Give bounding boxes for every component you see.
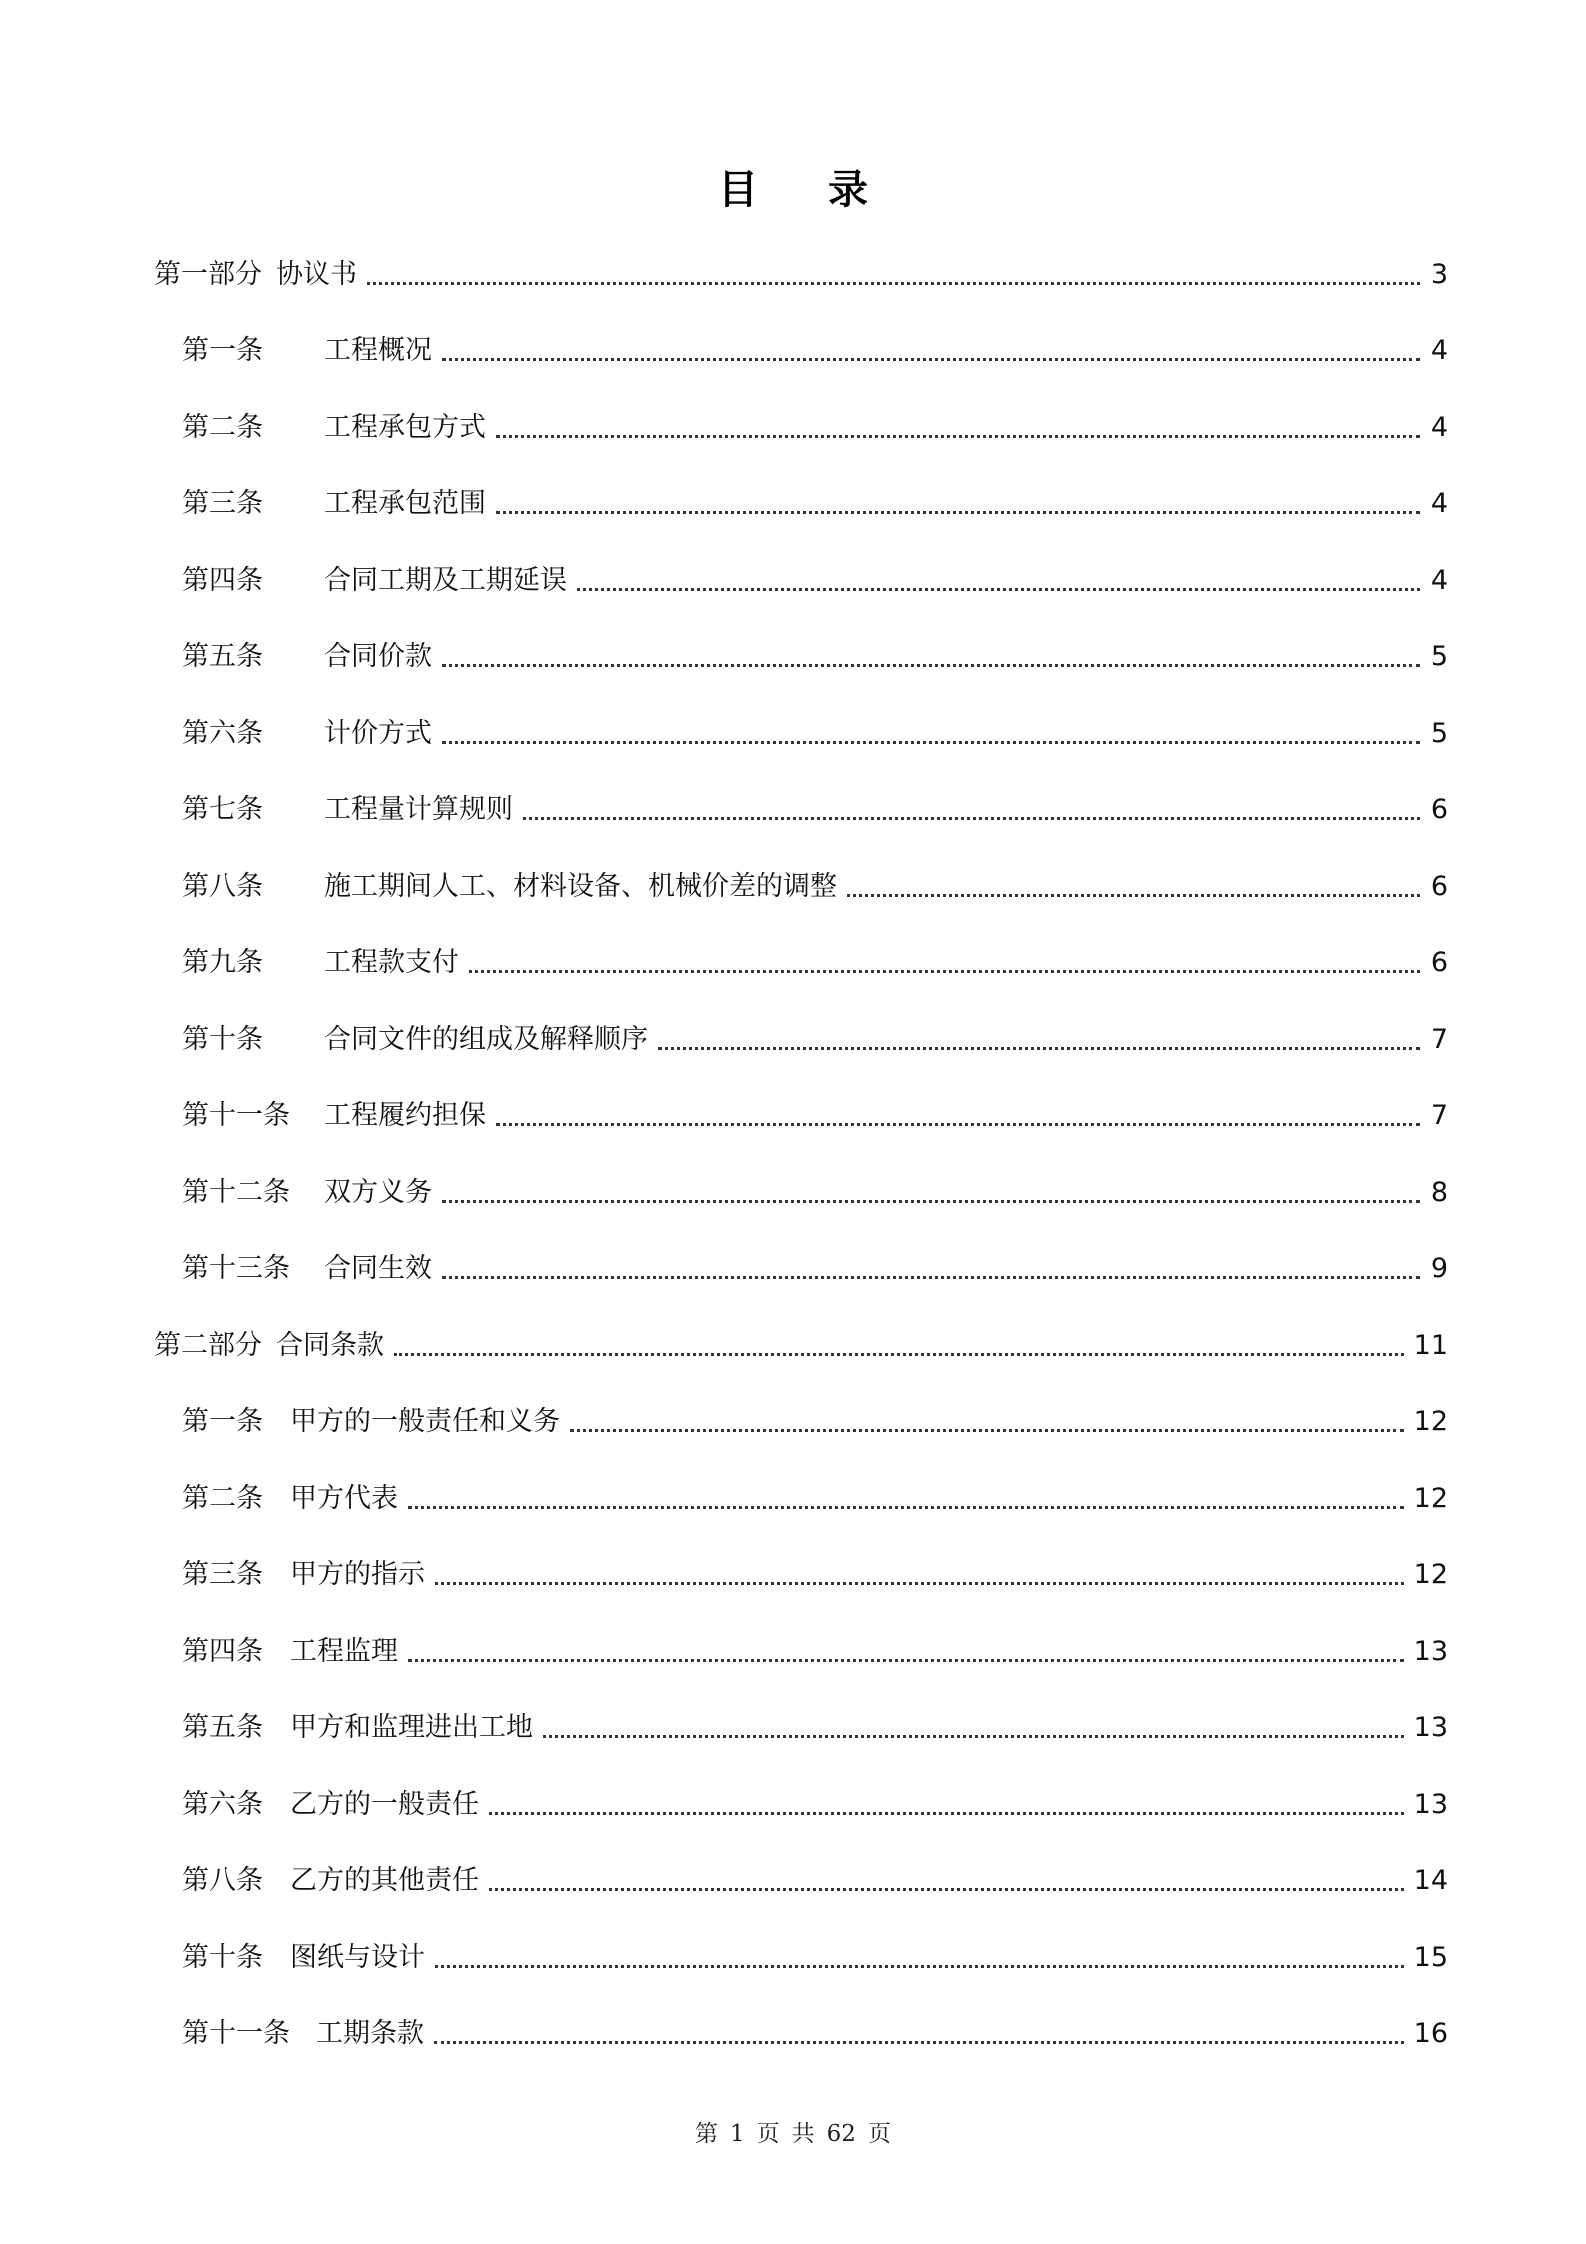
toc-entry[interactable] (154, 1078, 1448, 1155)
toc-entry-page: 6 (1430, 794, 1448, 826)
footer-page-prefix: 第 (695, 2121, 719, 2147)
toc-entry-number: 第十三条 (182, 1253, 290, 1285)
toc-leader-dots (577, 588, 1420, 591)
toc-leader-dots (408, 1506, 1404, 1509)
toc-entry-page: 12 (1413, 1482, 1448, 1514)
toc-entry-number: 第三条 (182, 488, 263, 520)
toc-entry-number: 第二条 (182, 1482, 263, 1514)
toc-entry-part-2[interactable] (154, 1307, 1448, 1384)
toc-entry[interactable] (154, 1231, 1448, 1308)
toc-entry-number: 第八条 (182, 1865, 263, 1897)
toc-entry-number: 第五条 (182, 641, 263, 673)
toc-leader-dots (570, 1429, 1404, 1432)
toc-entry-title: 合同工期及工期延误 (324, 564, 567, 596)
toc-entry-number: 第八条 (182, 870, 263, 902)
toc-entry-part-1[interactable] (154, 236, 1448, 313)
toc-entry[interactable] (154, 619, 1448, 696)
toc-leader-dots (847, 894, 1420, 897)
toc-entry-number: 第十二条 (182, 1176, 290, 1208)
toc-entry-page: 13 (1413, 1788, 1448, 1820)
toc-leader-dots (435, 1582, 1404, 1585)
toc-entry-title: 施工期间人工、材料设备、机械价差的调整 (324, 870, 837, 902)
toc-entry-title: 合同条款 (276, 1329, 384, 1361)
toc-entry-title: 工期条款 (316, 2018, 424, 2050)
toc-entry-page: 4 (1430, 335, 1448, 367)
toc-entry-page: 5 (1430, 717, 1448, 749)
toc-entry-page: 3 (1430, 258, 1448, 290)
toc-entry[interactable] (154, 772, 1448, 849)
toc-leader-dots (469, 970, 1420, 973)
toc-entry-number: 第三条 (182, 1559, 263, 1591)
toc-entry-number: 第一条 (182, 335, 263, 367)
toc-entry[interactable] (154, 389, 1448, 466)
toc-leader-dots (489, 1888, 1404, 1891)
toc-entry-page: 13 (1413, 1712, 1448, 1744)
toc-leader-dots (496, 1123, 1420, 1126)
toc-entry-page: 14 (1413, 1865, 1448, 1897)
toc-entry-title: 甲方的指示 (290, 1559, 425, 1591)
toc-entry-title: 双方义务 (324, 1176, 432, 1208)
toc-entry-title: 工程量计算规则 (324, 794, 513, 826)
toc-entry[interactable] (154, 1996, 1448, 2073)
toc-leader-dots (489, 1812, 1404, 1815)
toc-leader-dots (442, 664, 1420, 667)
toc-entry[interactable] (154, 848, 1448, 925)
toc-leader-dots (394, 1353, 1404, 1356)
toc-leader-dots (442, 1200, 1420, 1203)
toc-entry-title: 甲方的一般责任和义务 (290, 1406, 560, 1438)
toc-entry-page: 9 (1430, 1253, 1448, 1285)
footer-total-prefix: 共 (791, 2121, 815, 2147)
toc-entry-page: 5 (1430, 641, 1448, 673)
toc-leader-dots (658, 1047, 1420, 1050)
table-of-contents (154, 236, 1448, 2072)
toc-entry-title: 合同价款 (324, 641, 432, 673)
toc-entry-number: 第一条 (182, 1406, 263, 1438)
toc-entry-number: 第二部分 (154, 1329, 262, 1361)
toc-entry-page: 12 (1413, 1559, 1448, 1591)
toc-entry-title: 计价方式 (324, 717, 432, 749)
toc-entry-number: 第六条 (182, 1788, 263, 1820)
toc-entry-page: 4 (1430, 411, 1448, 443)
toc-entry-page: 12 (1413, 1406, 1448, 1438)
toc-leader-dots (496, 511, 1420, 514)
toc-entry[interactable] (154, 1843, 1448, 1920)
toc-entry-page: 15 (1413, 1941, 1448, 1973)
toc-leader-dots (496, 435, 1420, 438)
toc-leader-dots (523, 817, 1420, 820)
toc-leader-dots (543, 1735, 1404, 1738)
page-footer (0, 2115, 1586, 2148)
toc-leader-dots (408, 1659, 1404, 1662)
toc-entry[interactable] (154, 925, 1448, 1002)
toc-entry-title: 乙方的其他责任 (290, 1865, 479, 1897)
page-title: 目 录 (718, 167, 896, 213)
toc-entry-number: 第十一条 (182, 2018, 290, 2050)
toc-entry-page: 8 (1430, 1176, 1448, 1208)
toc-entry-number: 第六条 (182, 717, 263, 749)
toc-entry-title: 合同生效 (324, 1253, 432, 1285)
toc-entry-number: 第二条 (182, 411, 263, 443)
toc-leader-dots (442, 1276, 1420, 1279)
toc-leader-dots (435, 1965, 1404, 1968)
toc-entry[interactable] (154, 1460, 1448, 1537)
toc-entry-page: 7 (1430, 1100, 1448, 1132)
toc-entry[interactable] (154, 1001, 1448, 1078)
toc-entry-title: 工程监理 (290, 1635, 398, 1667)
toc-entry-page: 7 (1430, 1023, 1448, 1055)
footer-total-pages: 62 (826, 2121, 856, 2147)
toc-entry-title: 图纸与设计 (290, 1941, 425, 1973)
toc-leader-dots (434, 2041, 1404, 2044)
toc-entry-title: 协议书 (276, 258, 357, 290)
toc-entry[interactable] (154, 1384, 1448, 1461)
toc-entry-number: 第十一条 (182, 1100, 290, 1132)
toc-entry-page: 6 (1430, 947, 1448, 979)
toc-entry[interactable] (154, 313, 1448, 390)
toc-entry-title: 甲方代表 (290, 1482, 398, 1514)
toc-entry-number: 第九条 (182, 947, 263, 979)
toc-entry[interactable] (154, 1690, 1448, 1767)
toc-entry-number: 第十条 (182, 1023, 263, 1055)
footer-page-suffix: 页 (756, 2121, 780, 2147)
toc-entry-title: 工程履约担保 (324, 1100, 486, 1132)
toc-entry-page: 4 (1430, 488, 1448, 520)
toc-entry[interactable] (154, 1613, 1448, 1690)
toc-entry[interactable] (154, 1154, 1448, 1231)
toc-entry[interactable] (154, 542, 1448, 619)
toc-entry-title: 合同文件的组成及解释顺序 (324, 1023, 648, 1055)
toc-entry-number: 第七条 (182, 794, 263, 826)
toc-entry-page: 16 (1413, 2018, 1448, 2050)
toc-entry[interactable] (154, 466, 1448, 543)
toc-entry[interactable] (154, 1919, 1448, 1996)
toc-entry[interactable] (154, 1766, 1448, 1843)
toc-entry-title: 工程款支付 (324, 947, 459, 979)
toc-entry[interactable] (154, 1537, 1448, 1614)
toc-entry-page: 11 (1413, 1329, 1448, 1361)
toc-entry-page: 13 (1413, 1635, 1448, 1667)
toc-entry-page: 4 (1430, 564, 1448, 596)
toc-entry-number: 第四条 (182, 1635, 263, 1667)
toc-leader-dots (442, 741, 1420, 744)
toc-entry-title: 乙方的一般责任 (290, 1788, 479, 1820)
footer-total-suffix: 页 (867, 2121, 891, 2147)
toc-entry-title: 工程承包范围 (324, 488, 486, 520)
footer-page-number: 1 (730, 2121, 745, 2147)
toc-entry-number: 第一部分 (154, 258, 262, 290)
toc-entry[interactable] (154, 695, 1448, 772)
toc-entry-title: 工程承包方式 (324, 411, 486, 443)
toc-entry-number: 第五条 (182, 1712, 263, 1744)
toc-leader-dots (442, 358, 1420, 361)
toc-entry-number: 第十条 (182, 1941, 263, 1973)
toc-leader-dots (367, 282, 1420, 285)
toc-entry-title: 工程概况 (324, 335, 432, 367)
toc-entry-number: 第四条 (182, 564, 263, 596)
toc-entry-page: 6 (1430, 870, 1448, 902)
toc-entry-title: 甲方和监理进出工地 (290, 1712, 533, 1744)
